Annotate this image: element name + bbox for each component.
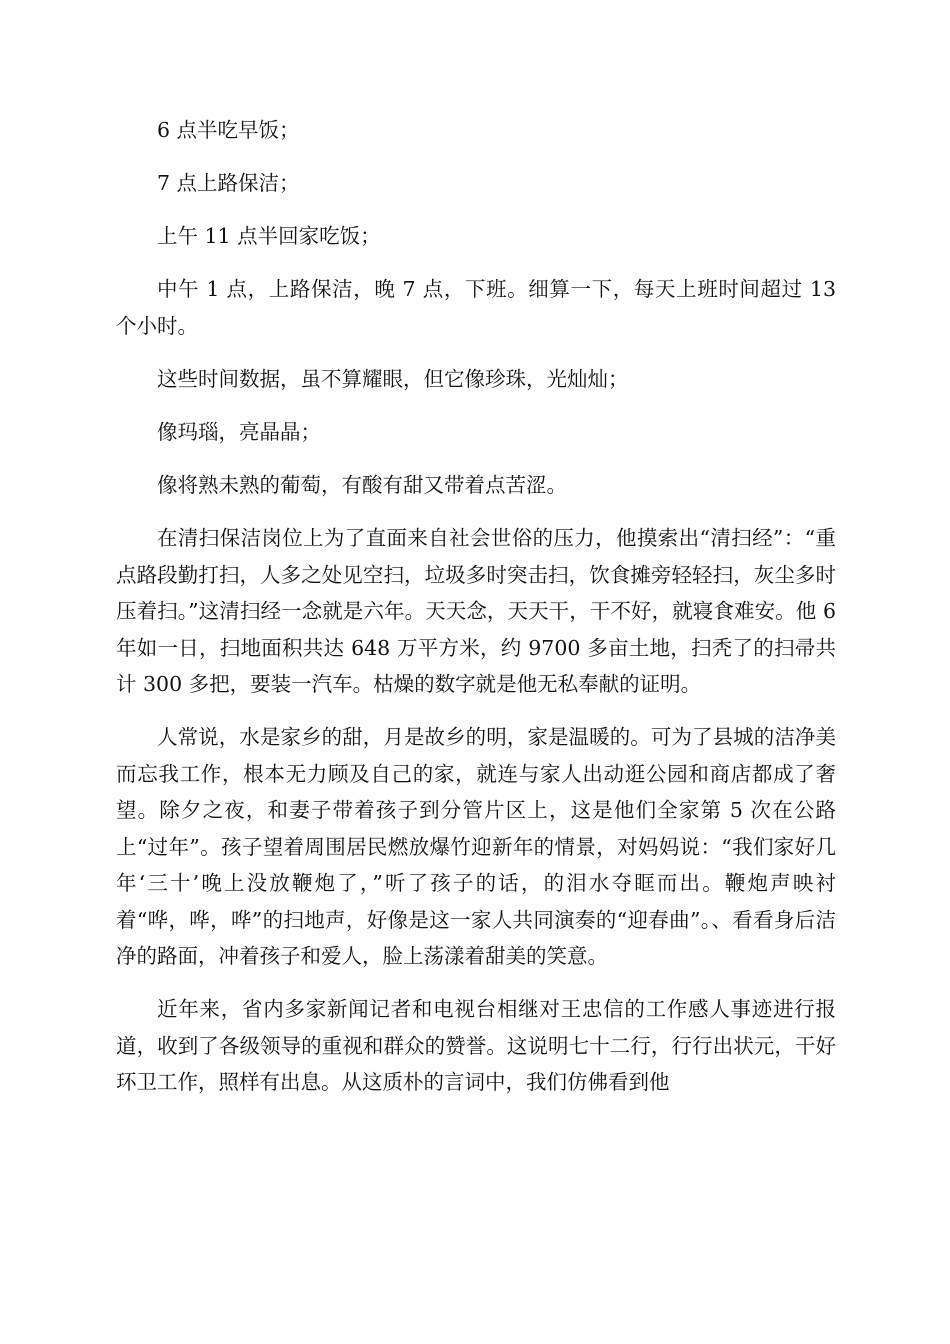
paragraph-family-new-year: 人常说，水是家乡的甜，月是故乡的明，家是温暖的。可为了县城的洁净美而忘我工作，根本无力顾及自己的家，就连与家人出动逛公园和商店都成了奢望。除夕之夜，和妻子带着孩子到分管片区上，这是他们全家第 5 次在公路上“过年”。孩子望着周围居民燃放爆竹迎新年的情景，对妈妈说：“我们家好几年‘三十’晚上没放鞭炮了，”听了孩子的话，的泪水夺眶而出。鞭炮声映衬着“哗，哗，哗”的扫地声，好像是这一家人共同演奏的“迎春曲”。、看看身后洁净的路面，冲着孩子和爱人，脸上荡漾着甜美的笑意。 (116, 725, 836, 969)
document-body (116, 112, 836, 1117)
paragraph-pearl-metaphor: 这些时间数据，虽不算耀眼，但它像珍珠，光灿灿； (157, 366, 629, 391)
paragraph-lunch-time: 上午 11 点半回家吃饭； (157, 224, 381, 249)
paragraph-grape-metaphor: 像将熟未熟的葡萄，有酸有甜又带着点苦涩。 (157, 473, 567, 498)
paragraph-morning-cleaning: 7 点上路保洁； (157, 171, 300, 196)
paragraph-work-hours: 中午 1 点，上路保洁，晚 7 点，下班。细算一下，每天上班时间超过 13 个小时。 (116, 277, 836, 338)
paragraph-agate-metaphor: 像玛瑙，亮晶晶； (157, 419, 321, 444)
paragraph-breakfast-time: 6 点半吃早饭； (157, 118, 300, 142)
paragraph-media-recognition: 近年来，省内多家新闻记者和电视台相继对王忠信的工作感人事迹进行报道，收到了各级领导的重视和群众的赞誉。这说明七十二行，行行出状元，干好环卫工作，照样有出息。从这质朴的言词中，我们仿佛看到他 (116, 997, 836, 1095)
paragraph-cleaning-method: 在清扫保洁岗位上为了直面来自社会世俗的压力，他摸索出“清扫经”：“重点路段勤打扫，人多之处见空扫，垃圾多时突击扫，饮食摊旁轻轻扫，灰尘多时压着扫。”这清扫经一念就是六年。天天念，天天干，干不好，就寝食难安。他 6 年如一日，扫地面积共达 648 万平方米，约 9700 多亩土地，扫秃了的扫帚共计 300 多把，要装一汽车。枯燥的数字就是他无私奉献的证明。 (116, 526, 836, 697)
